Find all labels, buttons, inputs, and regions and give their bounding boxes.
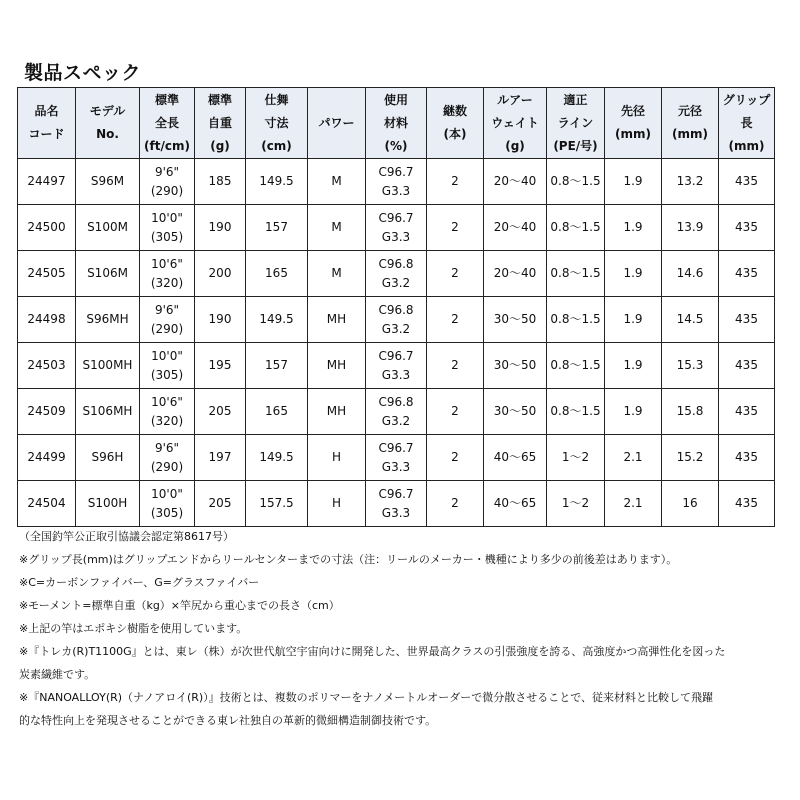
table-row bbox=[18, 481, 775, 527]
table-cell-line: 9'6" bbox=[154, 440, 180, 455]
table-cell: 2 bbox=[427, 481, 484, 527]
table-cell: 1～2 bbox=[547, 435, 605, 481]
table-cell-line: (290) bbox=[150, 183, 184, 198]
table-cell: 13.9 bbox=[662, 205, 719, 251]
table-cell-line: 10'0" bbox=[151, 486, 183, 501]
table-cell bbox=[140, 481, 195, 527]
table-cell bbox=[366, 205, 427, 251]
table-cell-line: 10'0" bbox=[151, 348, 183, 363]
column-header-line: 仕舞 bbox=[264, 92, 289, 107]
column-header-line: 長 bbox=[740, 115, 753, 130]
table-cell-line: 10'6" bbox=[151, 256, 183, 271]
table-row bbox=[18, 435, 775, 481]
table-cell bbox=[140, 343, 195, 389]
table-cell bbox=[140, 159, 195, 205]
table-cell: 190 bbox=[195, 297, 246, 343]
column-header bbox=[76, 88, 140, 159]
table-cell: 435 bbox=[719, 435, 775, 481]
table-cell bbox=[140, 297, 195, 343]
column-header-line: パワー bbox=[318, 115, 355, 130]
note-line: ※『NANOALLOY(R)（ナノアロイ(R)）』技術とは、複数のポリマーをナノメートルオーダーで微分散させることで、従来材料と比較して飛躍 bbox=[19, 691, 714, 704]
table-cell: S96M bbox=[76, 159, 140, 205]
column-header-line: ルアー bbox=[497, 92, 533, 107]
column-header-line: 材料 bbox=[383, 115, 408, 130]
column-header bbox=[18, 88, 76, 159]
column-header-line: 全長 bbox=[154, 115, 179, 130]
table-cell: 1.9 bbox=[605, 343, 662, 389]
table-cell-line: G3.2 bbox=[381, 275, 411, 290]
column-header bbox=[605, 88, 662, 159]
table-cell-line: G3.3 bbox=[381, 183, 411, 198]
table-cell: 24498 bbox=[18, 297, 76, 343]
table-cell: 2.1 bbox=[605, 435, 662, 481]
column-header bbox=[427, 88, 484, 159]
table-cell: 1.9 bbox=[605, 251, 662, 297]
table-cell: 435 bbox=[719, 205, 775, 251]
table-cell: S96H bbox=[76, 435, 140, 481]
table-cell: 0.8～1.5 bbox=[547, 297, 605, 343]
table-cell: 1.9 bbox=[605, 205, 662, 251]
column-header bbox=[308, 88, 366, 159]
table-cell: 2 bbox=[427, 389, 484, 435]
table-row bbox=[18, 343, 775, 389]
table-cell: MH bbox=[308, 297, 366, 343]
table-cell: 2 bbox=[427, 343, 484, 389]
table-cell: MH bbox=[308, 343, 366, 389]
column-header-line: コード bbox=[28, 127, 65, 141]
table-row bbox=[18, 159, 775, 205]
column-header bbox=[140, 88, 195, 159]
table-cell: M bbox=[308, 251, 366, 297]
column-header bbox=[246, 88, 308, 159]
table-cell-line: G3.2 bbox=[381, 321, 411, 336]
table-cell: 435 bbox=[719, 297, 775, 343]
notes-section bbox=[19, 525, 779, 732]
column-header-line: (mm) bbox=[728, 138, 765, 153]
column-header bbox=[719, 88, 775, 159]
table-cell bbox=[366, 435, 427, 481]
table-cell: 205 bbox=[195, 481, 246, 527]
table-cell: 1.9 bbox=[605, 159, 662, 205]
table-cell-line: C96.8 bbox=[378, 394, 414, 409]
table-cell: 15.3 bbox=[662, 343, 719, 389]
table-cell: 435 bbox=[719, 389, 775, 435]
table-cell bbox=[366, 343, 427, 389]
note-line: ※グリップ長(mm)はグリップエンドからリールセンターまでの寸法（注：リールのメーカー・機種により多少の前後差はあります）。 bbox=[19, 553, 678, 566]
column-header-line: 標準 bbox=[154, 92, 179, 107]
table-cell: 435 bbox=[719, 343, 775, 389]
table-cell-line: 9'6" bbox=[154, 164, 180, 179]
column-header bbox=[662, 88, 719, 159]
table-cell: S100H bbox=[76, 481, 140, 527]
column-header-line: 使用 bbox=[383, 92, 408, 107]
table-cell-line: C96.8 bbox=[378, 302, 414, 317]
table-cell-line: G3.3 bbox=[381, 459, 411, 474]
table-row bbox=[18, 251, 775, 297]
table-cell: M bbox=[308, 159, 366, 205]
table-cell-line: 10'6" bbox=[151, 394, 183, 409]
table-cell: 190 bbox=[195, 205, 246, 251]
table-cell: S106MH bbox=[76, 389, 140, 435]
table-cell: S100MH bbox=[76, 343, 140, 389]
table-cell-line: G3.3 bbox=[381, 505, 411, 520]
table-cell: 2.1 bbox=[605, 481, 662, 527]
table-cell bbox=[366, 481, 427, 527]
table-cell: 0.8～1.5 bbox=[547, 205, 605, 251]
table-cell: 157.5 bbox=[246, 481, 308, 527]
table-cell: 205 bbox=[195, 389, 246, 435]
note-line: ※『トレカ(R)T1100G』とは、東レ（株）が次世代航空宇宙向けに開発した、世界最高クラスの引張強度を誇る、高強度かつ高弾性化を図った bbox=[19, 645, 726, 658]
table-cell bbox=[366, 159, 427, 205]
table-cell: 30～50 bbox=[484, 297, 547, 343]
table-cell: 24500 bbox=[18, 205, 76, 251]
table-row bbox=[18, 297, 775, 343]
column-header-line: (mm) bbox=[615, 127, 651, 141]
table-cell: 165 bbox=[246, 251, 308, 297]
table-cell: 149.5 bbox=[246, 435, 308, 481]
table-cell: 1～2 bbox=[547, 481, 605, 527]
table-cell: 24509 bbox=[18, 389, 76, 435]
column-header-line: モデル bbox=[89, 104, 126, 118]
table-cell: 200 bbox=[195, 251, 246, 297]
table-cell bbox=[366, 297, 427, 343]
table-cell-line: C96.7 bbox=[378, 486, 414, 501]
note-line: 的な特性向上を発現させることができる東レ社独自の革新的微細構造制御技術です。 bbox=[19, 714, 437, 727]
table-cell-line: G3.2 bbox=[381, 413, 411, 428]
table-cell-line: G3.3 bbox=[381, 229, 411, 244]
table-cell: 13.2 bbox=[662, 159, 719, 205]
table-cell-line: G3.3 bbox=[381, 367, 411, 382]
table-cell: 1.9 bbox=[605, 297, 662, 343]
table-cell: 2 bbox=[427, 159, 484, 205]
header-row bbox=[18, 88, 775, 159]
table-cell: 185 bbox=[195, 159, 246, 205]
table-row bbox=[18, 389, 775, 435]
table-cell: 15.8 bbox=[662, 389, 719, 435]
table-cell: 157 bbox=[246, 205, 308, 251]
table-cell-line: C96.7 bbox=[378, 348, 414, 363]
table-cell: 1.9 bbox=[605, 389, 662, 435]
table-cell: 0.8～1.5 bbox=[547, 251, 605, 297]
table-cell-line: C96.7 bbox=[378, 440, 414, 455]
note-line: ※モーメント=標準自重（kg）×竿尻から重心までの長さ（cm） bbox=[19, 599, 340, 612]
table-cell: 14.6 bbox=[662, 251, 719, 297]
table-cell-line: (305) bbox=[150, 367, 184, 382]
column-header-line: (g) bbox=[210, 138, 230, 153]
table-cell: 24504 bbox=[18, 481, 76, 527]
column-header-line: ウェイト bbox=[491, 115, 539, 130]
table-cell: 2 bbox=[427, 205, 484, 251]
table-cell: 40～65 bbox=[484, 435, 547, 481]
table-cell: M bbox=[308, 205, 366, 251]
table-cell bbox=[366, 389, 427, 435]
spec-table bbox=[17, 87, 775, 527]
column-header bbox=[484, 88, 547, 159]
table-cell-line: C96.7 bbox=[378, 210, 414, 225]
column-header-line: (%) bbox=[384, 138, 408, 153]
table-cell: 20～40 bbox=[484, 251, 547, 297]
table-cell-line: (305) bbox=[150, 229, 184, 244]
column-header-line: 適正 bbox=[563, 92, 588, 107]
table-cell-line: 9'6" bbox=[154, 302, 180, 317]
table-cell: 24505 bbox=[18, 251, 76, 297]
table-cell-line: (320) bbox=[150, 413, 184, 428]
table-cell-line: (320) bbox=[150, 275, 184, 290]
column-header-line: (mm) bbox=[672, 127, 708, 141]
table-cell: H bbox=[308, 435, 366, 481]
table-cell: 0.8～1.5 bbox=[547, 343, 605, 389]
column-header-line: (PE/号) bbox=[553, 138, 598, 153]
table-cell: 2 bbox=[427, 297, 484, 343]
column-header-line: (本) bbox=[443, 127, 467, 141]
table-cell: 435 bbox=[719, 159, 775, 205]
table-cell: 195 bbox=[195, 343, 246, 389]
table-cell: 30～50 bbox=[484, 343, 547, 389]
table-cell: 40～65 bbox=[484, 481, 547, 527]
table-cell-line: C96.8 bbox=[378, 256, 414, 271]
table-cell-line: C96.7 bbox=[378, 164, 414, 179]
column-header bbox=[366, 88, 427, 159]
table-body bbox=[18, 159, 775, 527]
table-row bbox=[18, 205, 775, 251]
table-cell bbox=[140, 389, 195, 435]
table-cell: 24503 bbox=[18, 343, 76, 389]
table-cell: 165 bbox=[246, 389, 308, 435]
note-line: （全国釣竿公正取引協議会認定第8617号） bbox=[19, 530, 234, 543]
table-cell: 157 bbox=[246, 343, 308, 389]
column-header-line: 品名 bbox=[34, 104, 59, 118]
note-line: ※上記の竿はエポキシ樹脂を使用しています。 bbox=[19, 622, 248, 635]
column-header-line: 継数 bbox=[442, 104, 467, 118]
page-title: 製品スペック bbox=[24, 62, 142, 84]
table-cell: 0.8～1.5 bbox=[547, 159, 605, 205]
table-cell: MH bbox=[308, 389, 366, 435]
column-header-line: (g) bbox=[505, 138, 525, 153]
column-header-line: 元径 bbox=[677, 104, 702, 118]
table-cell: S96MH bbox=[76, 297, 140, 343]
table-cell: 435 bbox=[719, 481, 775, 527]
table-cell: 24497 bbox=[18, 159, 76, 205]
table-cell: 30～50 bbox=[484, 389, 547, 435]
table-cell bbox=[140, 435, 195, 481]
table-cell: 20～40 bbox=[484, 159, 547, 205]
table-cell: 0.8～1.5 bbox=[547, 389, 605, 435]
table-cell: 2 bbox=[427, 251, 484, 297]
table-cell: 24499 bbox=[18, 435, 76, 481]
table-cell-line: (290) bbox=[150, 321, 184, 336]
table-cell: H bbox=[308, 481, 366, 527]
table-cell-line: (290) bbox=[150, 459, 184, 474]
table-cell: 15.2 bbox=[662, 435, 719, 481]
table-cell: 149.5 bbox=[246, 297, 308, 343]
table-cell: 197 bbox=[195, 435, 246, 481]
note-line: ※C=カーボンファイバー、G=グラスファイバー bbox=[19, 576, 260, 589]
table-cell bbox=[140, 251, 195, 297]
column-header-line: (cm) bbox=[261, 138, 292, 153]
table-cell bbox=[366, 251, 427, 297]
table-cell: 2 bbox=[427, 435, 484, 481]
column-header-line: 先径 bbox=[620, 104, 645, 118]
table-cell-line: (305) bbox=[150, 505, 184, 520]
column-header-line: (ft/cm) bbox=[144, 138, 190, 153]
column-header-line: ライン bbox=[557, 115, 594, 130]
table-cell-line: 10'0" bbox=[151, 210, 183, 225]
note-line: 炭素繊維です。 bbox=[19, 668, 96, 681]
column-header-line: 標準 bbox=[207, 92, 232, 107]
table-cell: 20～40 bbox=[484, 205, 547, 251]
table-cell: 435 bbox=[719, 251, 775, 297]
table-cell: 149.5 bbox=[246, 159, 308, 205]
table-cell: 16 bbox=[662, 481, 719, 527]
table-cell: 14.5 bbox=[662, 297, 719, 343]
table-cell bbox=[140, 205, 195, 251]
column-header-line: グリップ bbox=[722, 92, 771, 107]
column-header-line: No. bbox=[96, 127, 119, 141]
column-header-line: 自重 bbox=[207, 115, 232, 130]
column-header bbox=[547, 88, 605, 159]
table-cell: S106M bbox=[76, 251, 140, 297]
column-header bbox=[195, 88, 246, 159]
column-header-line: 寸法 bbox=[264, 115, 289, 130]
table-cell: S100M bbox=[76, 205, 140, 251]
